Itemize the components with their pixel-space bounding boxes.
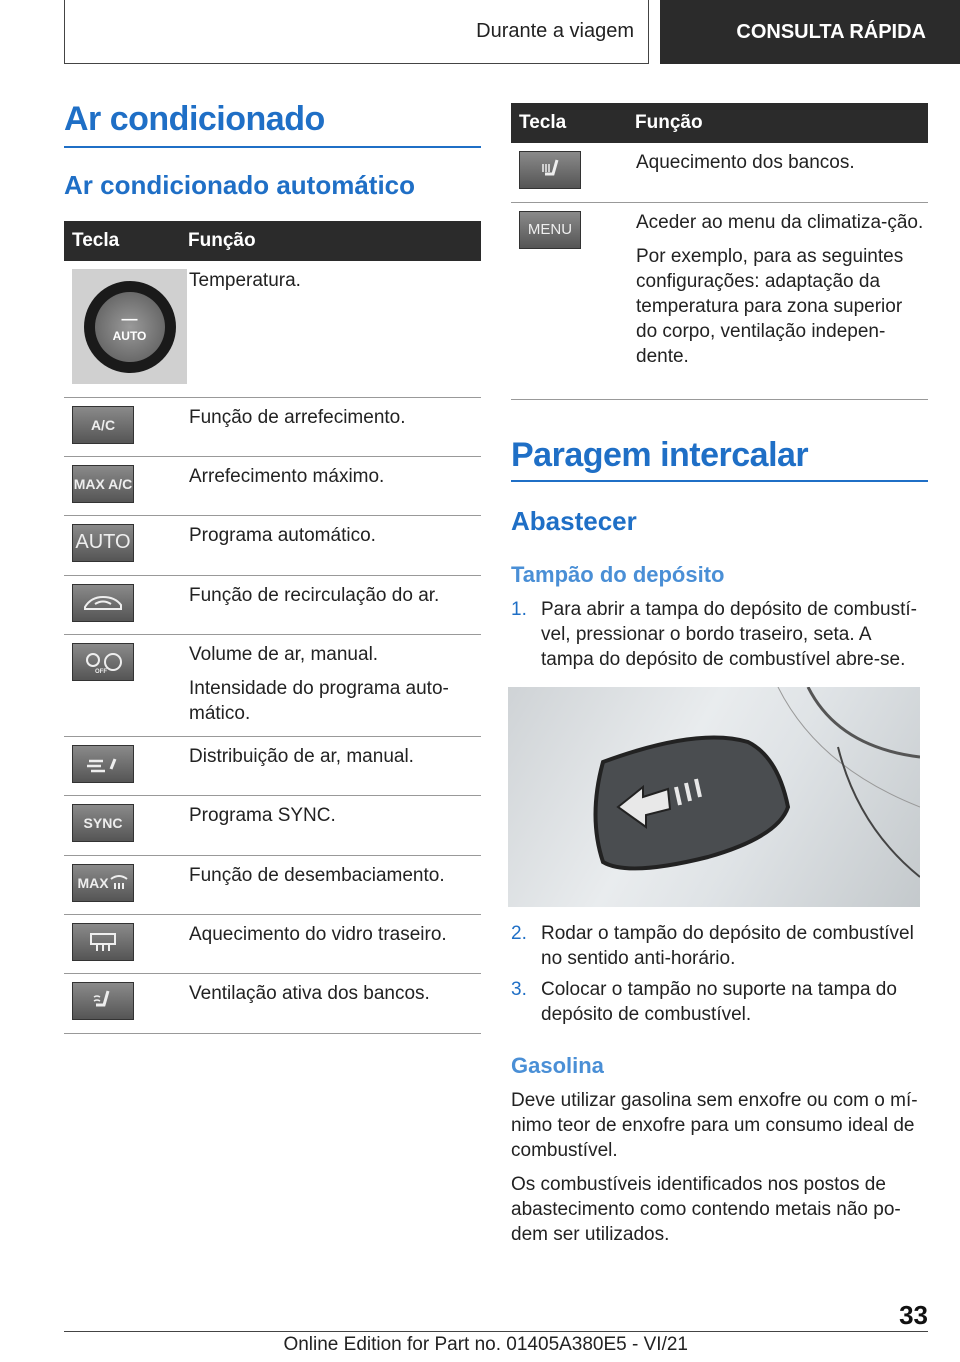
knob-auto-icon: — AUTO [72, 269, 187, 384]
col-header-function: Função [635, 103, 928, 143]
air-distribution-icon [72, 745, 134, 783]
ac-button-icon: A/C [72, 406, 134, 444]
table-row [64, 855, 481, 914]
recirculation-icon [72, 584, 134, 622]
chapter-tab [660, 0, 960, 64]
page-number: 33 [899, 1300, 928, 1330]
function-text: Programa automático. [189, 524, 376, 546]
section-title-paragem: Paragem intercalar [511, 436, 809, 474]
table-row [64, 261, 481, 397]
seat-ventilation-icon [72, 982, 134, 1020]
rear-window-heat-icon [72, 923, 134, 961]
function-text: Função de desembaciamento. [189, 864, 445, 886]
col-header-key: Tecla [64, 221, 188, 261]
paragraph: Deve utilizar gasolina sem enxofre ou com o mí-nimo teor de enxofre para um consumo ideal de combustível. [511, 1090, 918, 1161]
step-number: 3. [511, 979, 527, 1000]
subsection-title: Abastecer [511, 506, 637, 536]
sync-button-icon: SYNC [72, 804, 134, 842]
title-block [64, 100, 481, 148]
footer-text: Online Edition for Part no. 01405A380E5 - VI/21 [283, 1334, 688, 1355]
table-row [64, 973, 481, 1033]
fan-volume-icon [72, 643, 134, 681]
function-text: Aquecimento dos bancos. [636, 152, 855, 173]
step-text: Para abrir a tampa do depósito de combustí-vel, pressionar o bordo traseiro, seta. A tampa do depósito de combustível abre-se. [541, 599, 917, 670]
menu-button-icon: MENU [519, 211, 581, 249]
function-text: Ventilação ativa dos bancos. [189, 982, 430, 1004]
section-tab [64, 0, 649, 64]
footer [64, 1331, 928, 1356]
table-row [511, 202, 928, 399]
subsubsection-title: Tampão do depósito [511, 562, 725, 587]
gasoline-title: Gasolina [511, 1053, 604, 1078]
svg-text:OFF: OFF [95, 668, 107, 674]
climate-table [64, 221, 481, 1034]
function-text: Distribuição de ar, manual. [189, 745, 414, 767]
table-row [64, 397, 481, 456]
function-text: Função de recirculação do ar. [189, 584, 440, 606]
function-text: Programa SYNC. [189, 804, 336, 826]
seat-heating-icon [519, 151, 581, 189]
gasoline-text [511, 1088, 928, 1256]
chapter-label: CONSULTA RÁPIDA [736, 20, 926, 43]
step-text: Rodar o tampão do depósito de combustível no sentido anti-horário. [541, 923, 914, 969]
table-row [64, 515, 481, 575]
function-text: Volume de ar, manual. [189, 643, 379, 665]
steps-list-continued [511, 921, 928, 1027]
title-block [511, 436, 928, 482]
function-text: Intensidade do programa auto-mático. [189, 677, 449, 724]
col-header-key: Tecla [511, 103, 635, 143]
max-defrost-icon: MAX [72, 864, 134, 902]
max-ac-button-icon: MAX A/C [72, 465, 134, 503]
table-row [64, 795, 481, 855]
section-label: Durante a viagem [476, 20, 634, 42]
table-row [64, 914, 481, 973]
function-text: Aceder ao menu da climatiza-ção. [636, 211, 924, 233]
step-number: 1. [511, 599, 527, 620]
steps-list [511, 597, 928, 672]
function-text: Por exemplo, para as seguintes configurações: adaptação da temperatura para zona superior do corpo, ventilação indepen-dente. [636, 245, 904, 367]
table-row [64, 575, 481, 634]
step-number: 2. [511, 923, 527, 944]
list-item [511, 597, 928, 672]
table-row [64, 634, 481, 736]
auto-button-icon: AUTO [72, 524, 134, 562]
page-title: Ar condicionado [64, 100, 325, 138]
function-text: Arrefecimento máximo. [189, 465, 385, 487]
step-text: Colocar o tampão no suporte na tampa do depósito de combustível. [541, 979, 897, 1025]
fuel-cap-image [508, 687, 920, 907]
section-title: Ar condicionado automático [64, 170, 416, 200]
function-text: Aquecimento do vidro traseiro. [189, 923, 447, 945]
list-item [511, 921, 928, 971]
table-row [64, 736, 481, 795]
col-header-function: Função [188, 221, 481, 261]
table-row [64, 456, 481, 515]
function-text: Temperatura. [189, 270, 301, 291]
list-item [511, 977, 928, 1027]
paragraph: Os combustíveis identificados nos postos de abastecimento como contendo metais não po-dem ser utilizados. [511, 1174, 901, 1245]
function-text: Função de arrefecimento. [189, 406, 406, 428]
climate-table-continued [511, 103, 928, 400]
table-row [511, 143, 928, 202]
